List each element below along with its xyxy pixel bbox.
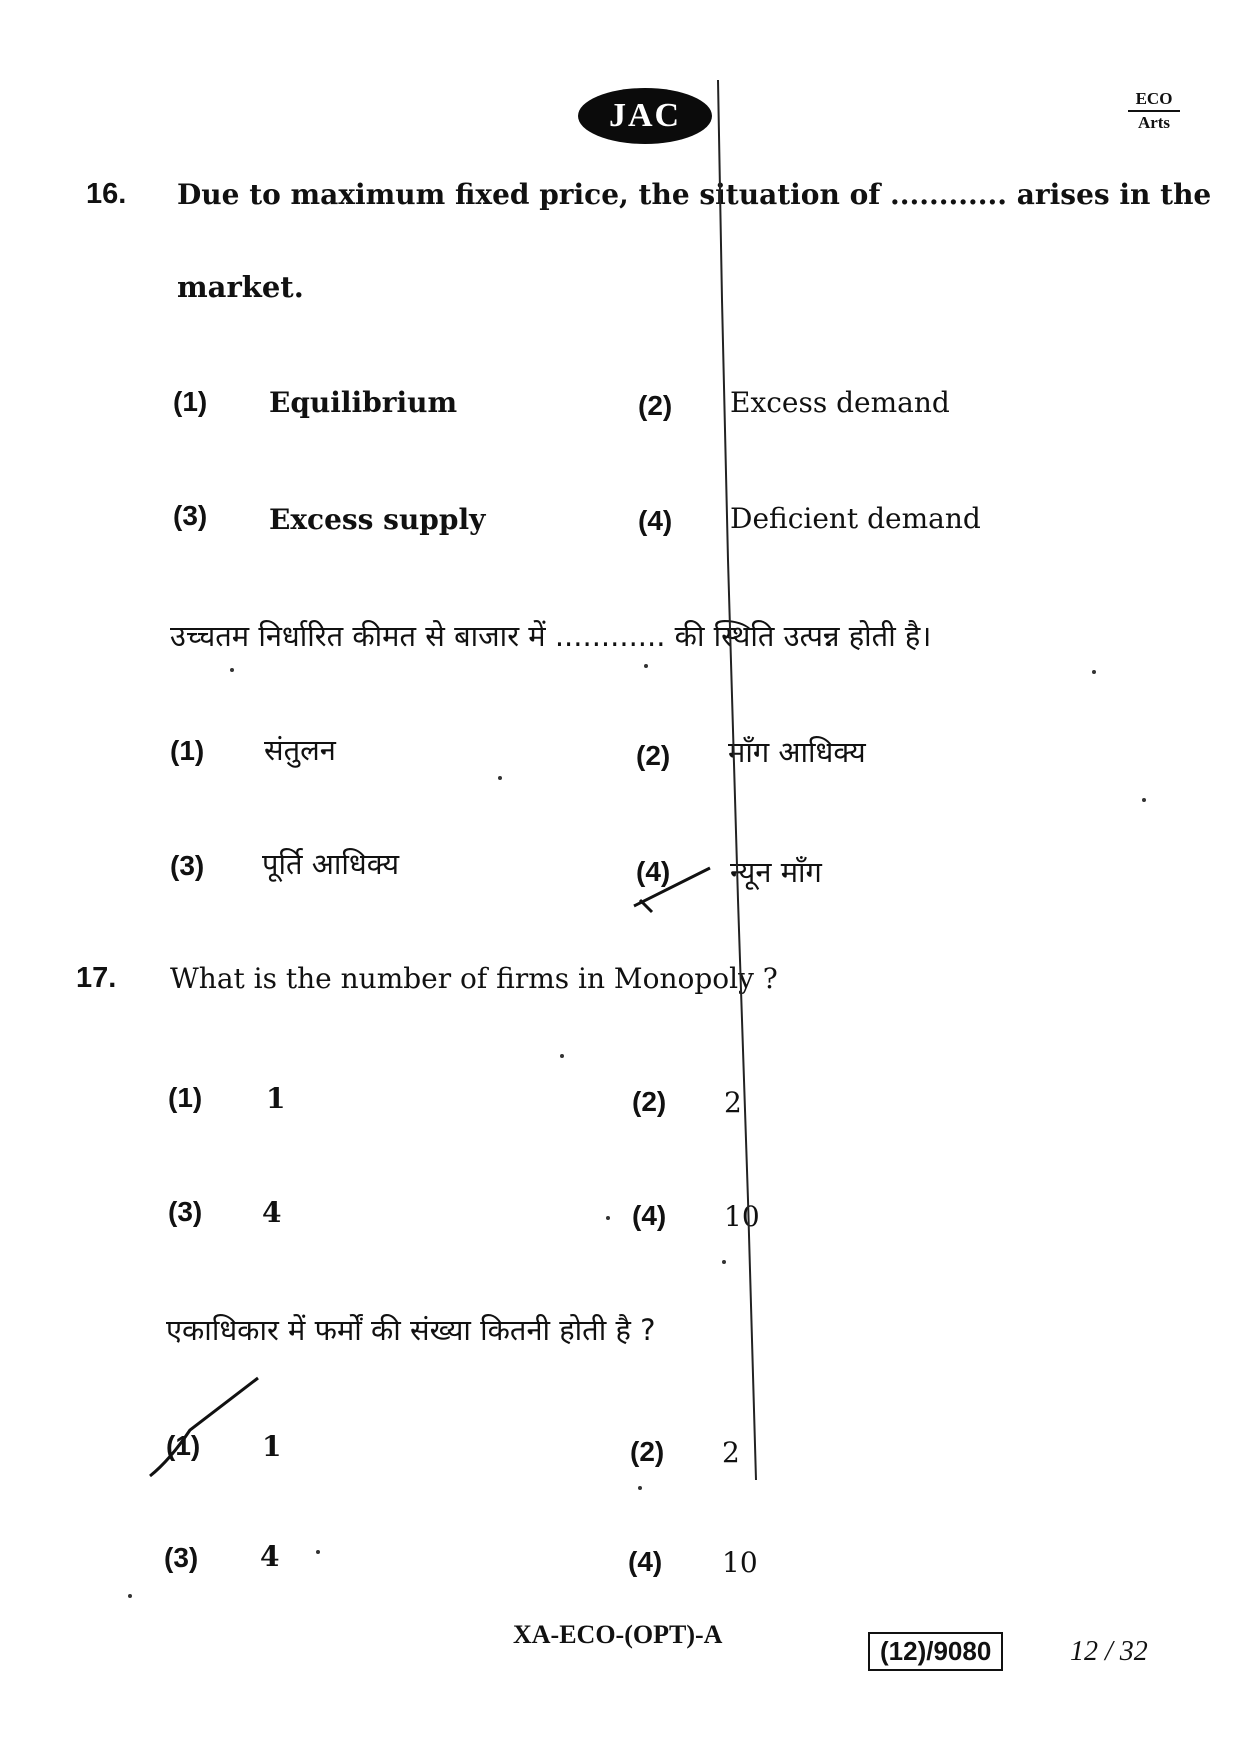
q16-option-1-number: (1): [173, 386, 208, 417]
q17-hindi-option-4-number: (4): [628, 1546, 663, 1577]
question-16-text-line2: market.: [177, 270, 304, 304]
q17-option-2-text: 2: [724, 1086, 742, 1119]
q17-option-1-number: (1): [168, 1082, 203, 1113]
vertical-fold-line: [718, 80, 756, 1480]
question-16-number: 16.: [86, 178, 127, 210]
q16-option-4-number: (4): [638, 505, 673, 536]
speck: [638, 1486, 642, 1490]
q17-hindi-option-3-text: 4: [260, 1540, 280, 1573]
set-code-box: (12)/9080: [868, 1632, 1003, 1671]
q16-hindi-option-4-number: (4): [636, 856, 671, 887]
q16-hindi-option-2-text: माँग आधिक्य: [728, 735, 866, 769]
jac-logo: JAC: [578, 88, 712, 144]
q16-hindi-option-3-text: पूर्ति आधिक्य: [262, 847, 400, 881]
question-16-text-line1: Due to maximum fixed price, the situation of ............ arises in the: [177, 178, 1212, 211]
q17-hindi-option-3-number: (3): [164, 1542, 199, 1573]
q16-option-3-text: Excess supply: [269, 503, 486, 536]
q16-option-3-number: (3): [173, 500, 208, 531]
answer-tick-mark-q16: [634, 868, 710, 912]
q16-option-4-text: Deficient demand: [730, 502, 981, 535]
q17-hindi-option-2-text: 2: [722, 1436, 740, 1469]
question-17-number: 17.: [76, 962, 117, 994]
q16-hindi-option-1-text: संतुलन: [264, 733, 336, 767]
q16-hindi-option-2-number: (2): [636, 740, 671, 771]
q17-option-2-number: (2): [632, 1086, 667, 1117]
speck: [230, 668, 234, 672]
speck: [560, 1054, 564, 1058]
speck: [606, 1216, 610, 1220]
q16-option-2-number: (2): [638, 390, 673, 421]
q17-hindi-option-2-number: (2): [630, 1436, 665, 1467]
speck: [316, 1550, 320, 1554]
q17-hindi-option-1-number: (1): [166, 1430, 201, 1461]
q17-option-3-number: (3): [168, 1196, 203, 1227]
q16-hindi-option-3-number: (3): [170, 850, 205, 881]
subject-tag-top: ECO: [1128, 90, 1180, 112]
q16-option-2-text: Excess demand: [730, 386, 950, 419]
q17-hindi-option-4-text: 10: [722, 1546, 758, 1579]
subject-tag-bottom: Arts: [1137, 113, 1171, 132]
q17-option-4-number: (4): [632, 1200, 667, 1231]
paper-code: XA-ECO-(OPT)-A: [513, 1620, 723, 1649]
question-17-text: What is the number of firms in Monopoly ?: [170, 962, 778, 995]
question-16-hindi-text: उच्चतम निर्धारित कीमत से बाजार में ............ की स्थिति उत्पन्न होती है।: [170, 619, 932, 653]
answer-tick-mark-q17: [150, 1378, 258, 1476]
q16-hindi-option-4-text: न्यून माँग: [730, 855, 822, 889]
page-number: 12 / 32: [1070, 1636, 1148, 1667]
q17-option-3-text: 4: [262, 1196, 282, 1229]
speck: [128, 1594, 132, 1598]
q17-option-4-text: 10: [724, 1200, 760, 1233]
q17-hindi-option-1-text: 1: [262, 1430, 282, 1463]
q17-option-1-text: 1: [266, 1082, 286, 1115]
speck: [1092, 670, 1096, 674]
speck: [722, 1260, 726, 1264]
q16-hindi-option-1-number: (1): [170, 735, 205, 766]
speck: [644, 664, 648, 668]
speck: [498, 776, 502, 780]
question-17-hindi-text: एकाधिकार में फर्मों की संख्या कितनी होती है ?: [166, 1313, 656, 1347]
q16-option-1-text: Equilibrium: [269, 386, 458, 419]
speck: [1142, 798, 1146, 802]
